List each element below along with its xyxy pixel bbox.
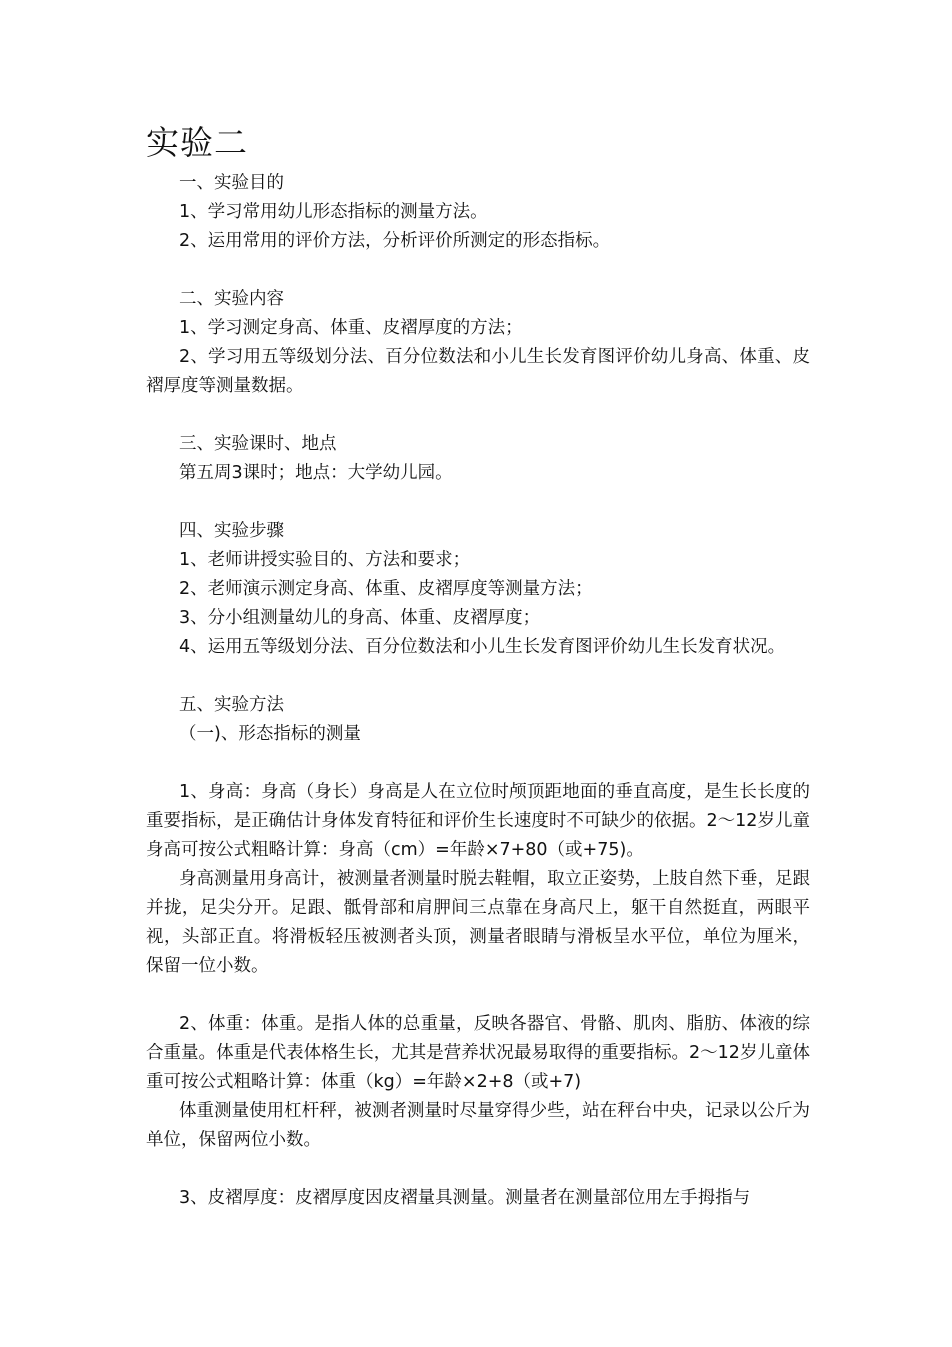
subsection-heading: （一)、形态指标的测量 xyxy=(179,724,361,744)
document-title: 实验二 xyxy=(146,123,248,162)
section-heading-steps: 四、实验步骤 xyxy=(179,521,284,541)
paragraph-weight: 2、体重：体重。是指人体的总重量，反映各器官、骨骼、肌肉、脂肪、体液的综合重量。体重是代表体格生长，尤其是营养状况最易取得的重要指标。2～12岁儿童体重可按公式粗略计算：体重（kg）=年龄×2+8（或+7) xyxy=(146,1014,810,1092)
section-heading-purpose: 一、实验目的 xyxy=(179,173,284,193)
paragraph: 1、学习测定身高、体重、皮褶厚度的方法； xyxy=(179,318,523,338)
paragraph: 4、运用五等级划分法、百分位数法和小儿生长发育图评价幼儿生长发育状况。 xyxy=(179,637,786,657)
spacer xyxy=(146,256,810,285)
spacer xyxy=(146,401,810,430)
paragraph: 2、老师演示测定身高、体重、皮褶厚度等测量方法； xyxy=(179,579,593,599)
section-heading-methods: 五、实验方法 xyxy=(179,695,284,715)
spacer xyxy=(146,981,810,1010)
paragraph: 1、老师讲授实验目的、方法和要求； xyxy=(179,550,471,570)
paragraph: 2、运用常用的评价方法，分析评价所测定的形态指标。 xyxy=(179,231,611,251)
paragraph-height-method: 身高测量用身高计，被测量者测量时脱去鞋帽，取立正姿势，上肢自然下垂，足跟并拢，足尖分开。足跟、骶骨部和肩胛间三点靠在身高尺上，躯干自然挺直，两眼平视，头部正直。将滑板轻压被测者头顶，测量者眼睛与滑板呈水平位，单位为厘米，保留一位小数。 xyxy=(146,869,810,976)
paragraph-weight-method: 体重测量使用杠杆秤，被测者测量时尽量穿得少些，站在秤台中央，记录以公斤为单位，保留两位小数。 xyxy=(146,1101,810,1150)
paragraph: 1、学习常用幼儿形态指标的测量方法。 xyxy=(179,202,488,222)
paragraph-height: 1、身高：身高（身长）身高是人在立位时颅顶距地面的垂直高度，是生长长度的重要指标，是正确估计身体发育特征和评价生长速度时不可缺少的依据。2～12岁儿童身高可按公式粗略计算：身高（cm）=年龄×7+80（或+75)。 xyxy=(146,782,810,860)
spacer xyxy=(146,488,810,517)
paragraph-skinfold: 3、皮褶厚度：皮褶厚度因皮褶量具测量。测量者在测量部位用左手拇指与 xyxy=(179,1188,751,1208)
spacer xyxy=(146,749,810,778)
document-body xyxy=(146,121,810,1213)
section-heading-content: 二、实验内容 xyxy=(179,289,284,309)
paragraph: 第五周3课时；地点：大学幼儿园。 xyxy=(179,463,453,483)
spacer xyxy=(146,662,810,691)
paragraph: 2、学习用五等级划分法、百分位数法和小儿生长发育图评价幼儿身高、体重、皮褶厚度等测量数据。 xyxy=(146,347,810,396)
spacer xyxy=(146,1155,810,1184)
section-heading-time-place: 三、实验课时、地点 xyxy=(179,434,337,454)
paragraph: 3、分小组测量幼儿的身高、体重、皮褶厚度； xyxy=(179,608,541,628)
